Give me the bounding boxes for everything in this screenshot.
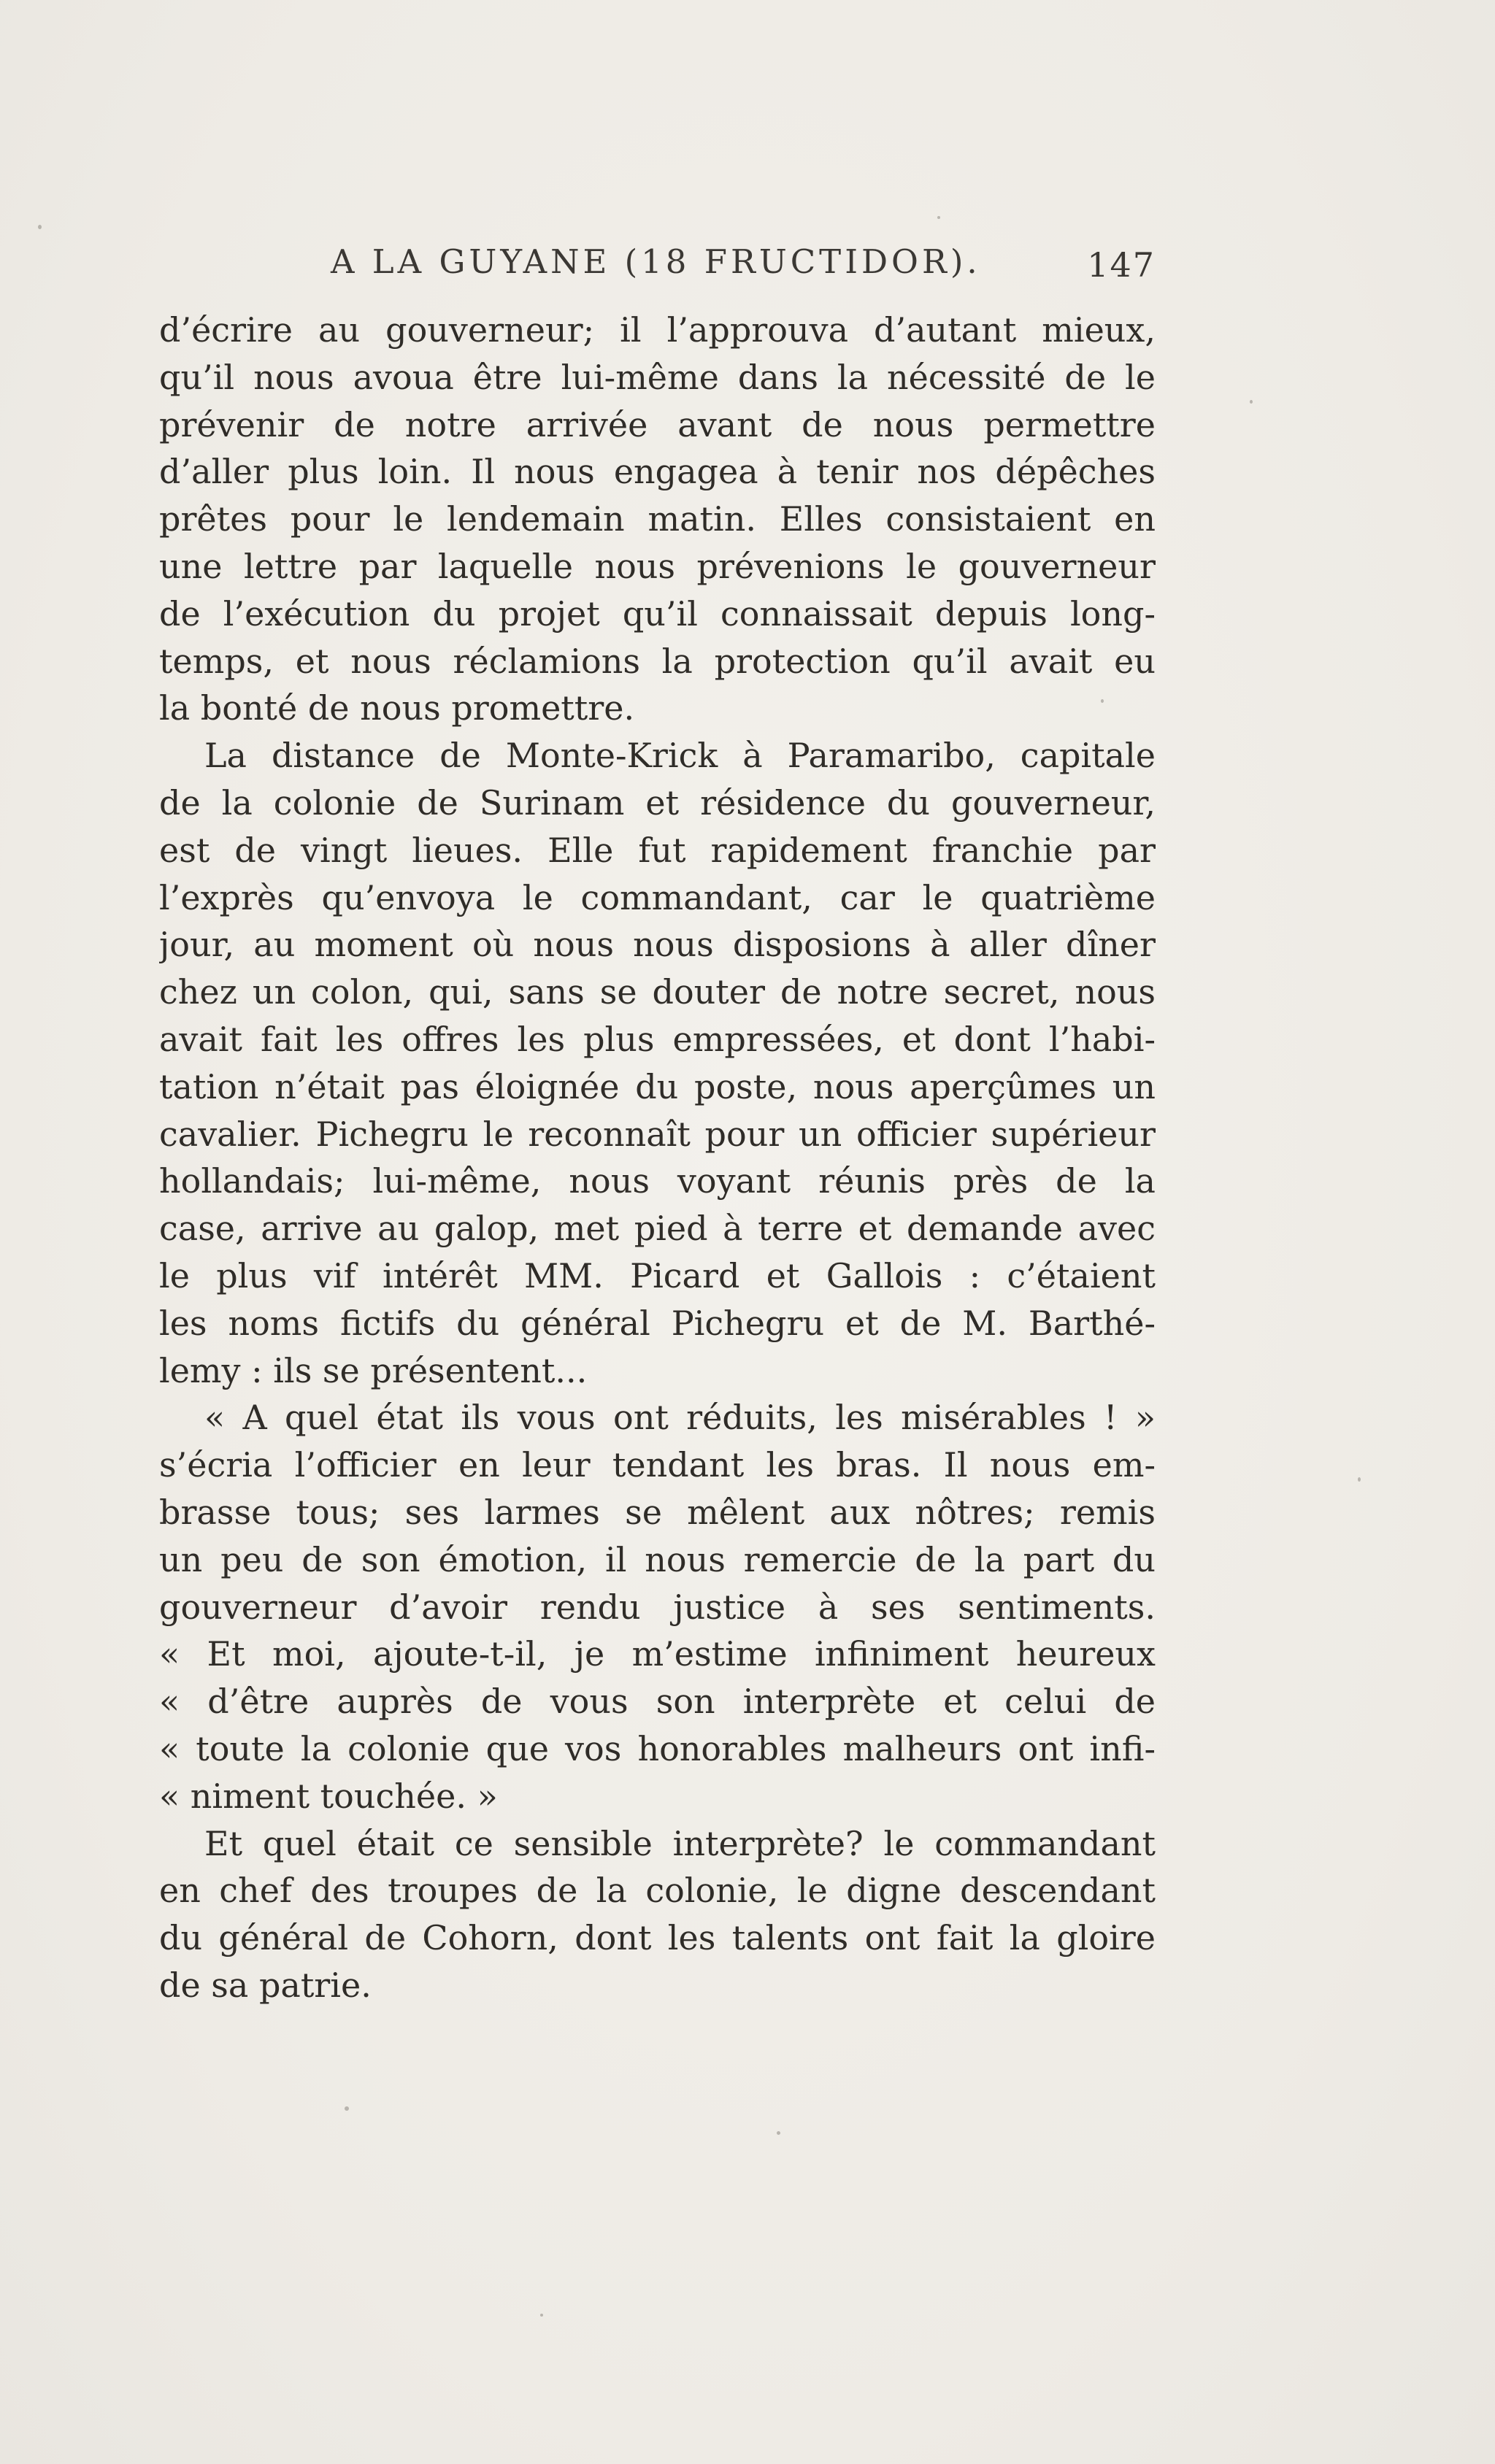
paper-speck	[1250, 400, 1253, 404]
text-line: « toute la colonie que vos honorables malheurs ont infi-	[159, 1728, 1156, 1768]
text-line: prévenir de notre arrivée avant de nous permettre	[159, 404, 1156, 444]
text-line: les noms fictifs du général Pichegru et de M. Barthé-	[159, 1303, 1156, 1343]
text-line: prêtes pour le lendemain matin. Elles consistaient en	[159, 499, 1156, 539]
text-line: s’écria l’officier en leur tendant les bras. Il nous em-	[159, 1445, 1156, 1485]
text-line: de sa patrie.	[159, 1965, 372, 2005]
paper-speck	[1101, 699, 1104, 703]
text-line: d’écrire au gouverneur; il l’approuva d’autant mieux,	[159, 310, 1156, 350]
paper-speck	[937, 216, 940, 219]
text-line: « A quel état ils vous ont réduits, les misérables ! »	[204, 1398, 1156, 1438]
paper-speck	[1358, 1477, 1361, 1482]
text-line: le plus vif intérêt MM. Picard et Gallois : c’étaient	[159, 1255, 1156, 1295]
text-line: gouverneur d’avoir rendu justice à ses sentiments.	[159, 1587, 1156, 1627]
text-line: temps, et nous réclamions la protection qu’il avait eu	[159, 641, 1156, 681]
text-line: tation n’était pas éloignée du poste, nous aperçûmes un	[159, 1066, 1156, 1106]
text-line: case, arrive au galop, met pied à terre et demande avec	[159, 1209, 1156, 1249]
text-line: d’aller plus loin. Il nous engagea à tenir nos dépêches	[159, 452, 1156, 492]
text-line: qu’il nous avoua être lui-même dans la nécessité de le	[159, 357, 1156, 397]
text-line: La distance de Monte-Krick à Paramaribo, capitale	[204, 736, 1156, 776]
text-line: de la colonie de Surinam et résidence du gouverneur,	[159, 782, 1156, 823]
text-line: hollandais; lui-même, nous voyant réunis près de la	[159, 1161, 1156, 1201]
text-line: chez un colon, qui, sans se douter de notre secret, nous	[159, 972, 1156, 1012]
text-line: du général de Cohorn, dont les talents ont fait la gloire	[159, 1918, 1156, 1958]
paper-speck	[540, 2314, 543, 2317]
text-line: avait fait les offres les plus empressées, et dont l’habi-	[159, 1019, 1156, 1059]
text-line: l’exprès qu’envoya le commandant, car le quatrième	[159, 877, 1156, 917]
text-line: un peu de son émotion, il nous remercie de la part du	[159, 1539, 1156, 1579]
text-line: une lettre par laquelle nous prévenions le gouverneur	[159, 546, 1156, 586]
text-line: de l’exécution du projet qu’il connaissait depuis long-	[159, 593, 1156, 634]
paper-speck	[38, 225, 42, 229]
paper-speck	[777, 2131, 780, 2135]
text-line: « niment touchée. »	[159, 1776, 498, 1816]
text-line: « Et moi, ajoute-t-il, je m’estime infiniment heureux	[159, 1634, 1156, 1674]
page-number: 147	[1087, 245, 1156, 285]
text-line: en chef des troupes de la colonie, le digne descendant	[159, 1871, 1156, 1911]
paper-speck	[345, 2106, 349, 2111]
running-title: A LA GUYANE (18 FRUCTIDOR).	[331, 242, 981, 281]
text-line: brasse tous; ses larmes se mêlent aux nôtres; remis	[159, 1492, 1156, 1532]
text-line: cavalier. Pichegru le reconnaît pour un officier supérieur	[159, 1114, 1156, 1154]
text-line: lemy : ils se présentent...	[159, 1350, 588, 1390]
text-line: « d’être auprès de vous son interprète et celui de	[159, 1682, 1156, 1722]
text-line: la bonté de nous promettre.	[159, 688, 635, 728]
text-line: Et quel était ce sensible interprète? le commandant	[204, 1823, 1156, 1863]
page-header	[159, 235, 1156, 293]
text-line: jour, au moment où nous nous disposions à aller dîner	[159, 925, 1156, 965]
text-line: est de vingt lieues. Elle fut rapidement franchie par	[159, 830, 1156, 870]
body-text	[159, 307, 1156, 2009]
